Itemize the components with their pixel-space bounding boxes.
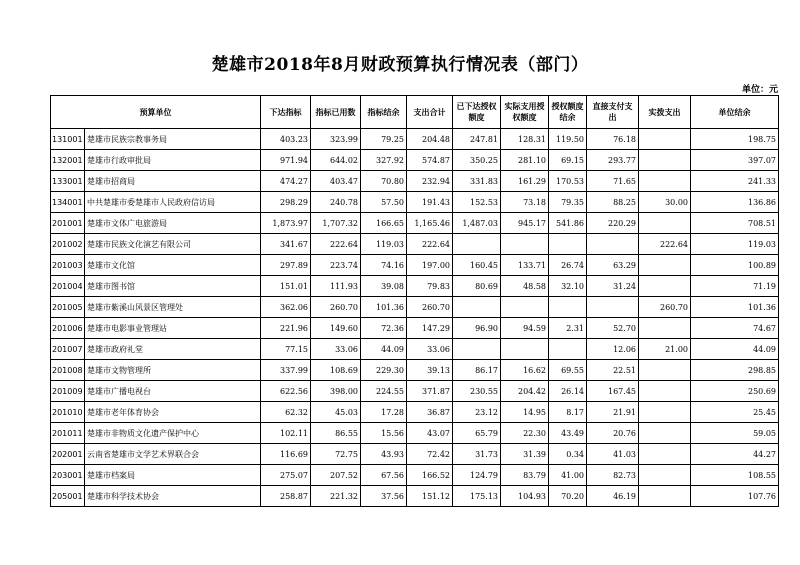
amount-cell: 247.81: [453, 129, 501, 150]
amount-cell: 102.11: [261, 423, 311, 444]
amount-cell: 62.32: [261, 402, 311, 423]
unit-code-cell: 201005: [51, 297, 85, 318]
amount-cell: [639, 318, 691, 339]
table-row: [51, 423, 779, 444]
amount-cell: 70.80: [361, 171, 407, 192]
amount-cell: 197.00: [407, 255, 453, 276]
table-row: [51, 150, 779, 171]
amount-cell: 222.64: [639, 234, 691, 255]
amount-cell: 151.01: [261, 276, 311, 297]
amount-cell: 33.06: [311, 339, 361, 360]
amount-cell: 204.42: [501, 381, 549, 402]
amount-cell: 362.06: [261, 297, 311, 318]
amount-cell: 46.19: [587, 486, 639, 507]
amount-cell: 17.28: [361, 402, 407, 423]
amount-cell: 31.24: [587, 276, 639, 297]
table-row: [51, 234, 779, 255]
amount-cell: 111.93: [311, 276, 361, 297]
amount-cell: 30.00: [639, 192, 691, 213]
amount-cell: 149.60: [311, 318, 361, 339]
amount-cell: 20.76: [587, 423, 639, 444]
unit-name-cell: 楚雄市电影事业管理站: [85, 318, 261, 339]
amount-cell: 71.19: [691, 276, 779, 297]
amount-cell: 74.16: [361, 255, 407, 276]
unit-code-cell: 201002: [51, 234, 85, 255]
amount-cell: [639, 423, 691, 444]
amount-cell: 57.50: [361, 192, 407, 213]
unit-name-cell: 楚雄市图书馆: [85, 276, 261, 297]
table-row: [51, 276, 779, 297]
table-row: [51, 129, 779, 150]
amount-cell: 170.53: [549, 171, 587, 192]
header-actual-quota: 实际支用授权额度: [501, 96, 549, 129]
amount-cell: 116.69: [261, 444, 311, 465]
unit-code-cell: 201010: [51, 402, 85, 423]
table-row: [51, 339, 779, 360]
amount-cell: 22.30: [501, 423, 549, 444]
amount-cell: 229.30: [361, 360, 407, 381]
unit-name-cell: 楚雄市行政审批局: [85, 150, 261, 171]
amount-cell: 0.34: [549, 444, 587, 465]
amount-cell: 241.33: [691, 171, 779, 192]
unit-name-cell: 楚雄市民族文化演艺有限公司: [85, 234, 261, 255]
amount-cell: 1,873.97: [261, 213, 311, 234]
amount-cell: 39.13: [407, 360, 453, 381]
table-row: [51, 171, 779, 192]
amount-cell: 72.42: [407, 444, 453, 465]
amount-cell: 224.55: [361, 381, 407, 402]
amount-cell: 971.94: [261, 150, 311, 171]
table-row: [51, 318, 779, 339]
amount-cell: [639, 444, 691, 465]
amount-cell: 128.31: [501, 129, 549, 150]
amount-cell: 72.36: [361, 318, 407, 339]
table-header: [51, 96, 779, 129]
amount-cell: 403.47: [311, 171, 361, 192]
amount-cell: 31.73: [453, 444, 501, 465]
amount-cell: [453, 297, 501, 318]
amount-cell: 79.35: [549, 192, 587, 213]
header-unit-balance: 单位结余: [691, 96, 779, 129]
amount-cell: [587, 297, 639, 318]
amount-cell: 221.32: [311, 486, 361, 507]
unit-name-cell: 楚雄市政府礼堂: [85, 339, 261, 360]
unit-name-cell: 中共楚雄市委楚雄市人民政府信访局: [85, 192, 261, 213]
amount-cell: 26.14: [549, 381, 587, 402]
amount-cell: 107.76: [691, 486, 779, 507]
table-row: [51, 402, 779, 423]
amount-cell: 160.45: [453, 255, 501, 276]
amount-cell: 26.74: [549, 255, 587, 276]
amount-cell: 166.52: [407, 465, 453, 486]
amount-cell: 204.48: [407, 129, 453, 150]
amount-cell: 44.09: [361, 339, 407, 360]
amount-cell: 331.83: [453, 171, 501, 192]
amount-cell: 124.79: [453, 465, 501, 486]
unit-name-cell: 楚雄市民族宗教事务局: [85, 129, 261, 150]
amount-cell: [501, 297, 549, 318]
unit-code-cell: 205001: [51, 486, 85, 507]
table-row: [51, 192, 779, 213]
amount-cell: 79.25: [361, 129, 407, 150]
header-allocation-expense: 实拨支出: [639, 96, 691, 129]
amount-cell: [639, 276, 691, 297]
amount-cell: 86.55: [311, 423, 361, 444]
amount-cell: 73.18: [501, 192, 549, 213]
amount-cell: [639, 171, 691, 192]
amount-cell: 151.12: [407, 486, 453, 507]
amount-cell: [639, 360, 691, 381]
unit-code-cell: 203001: [51, 465, 85, 486]
amount-cell: 474.27: [261, 171, 311, 192]
amount-cell: 323.99: [311, 129, 361, 150]
amount-cell: 12.06: [587, 339, 639, 360]
amount-cell: 119.50: [549, 129, 587, 150]
amount-cell: [639, 402, 691, 423]
amount-cell: 945.17: [501, 213, 549, 234]
amount-cell: 222.64: [407, 234, 453, 255]
amount-cell: 230.55: [453, 381, 501, 402]
amount-cell: 297.89: [261, 255, 311, 276]
table-body: [51, 129, 779, 507]
amount-cell: 198.75: [691, 129, 779, 150]
amount-cell: 298.85: [691, 360, 779, 381]
amount-cell: 44.27: [691, 444, 779, 465]
amount-cell: 41.00: [549, 465, 587, 486]
amount-cell: 69.55: [549, 360, 587, 381]
amount-cell: 48.58: [501, 276, 549, 297]
amount-cell: 108.55: [691, 465, 779, 486]
amount-cell: [639, 129, 691, 150]
unit-label: 单位：元: [741, 85, 778, 95]
header-budget-unit: 预算单位: [51, 96, 261, 129]
unit-code-cell: 201009: [51, 381, 85, 402]
unit-name-cell: 楚雄市科学技术协会: [85, 486, 261, 507]
table-row: [51, 486, 779, 507]
unit-code-cell: 131001: [51, 129, 85, 150]
amount-cell: 22.51: [587, 360, 639, 381]
table-row: [51, 381, 779, 402]
amount-cell: 39.08: [361, 276, 407, 297]
amount-cell: 74.67: [691, 318, 779, 339]
amount-cell: 77.15: [261, 339, 311, 360]
amount-cell: 33.06: [407, 339, 453, 360]
amount-cell: 45.03: [311, 402, 361, 423]
amount-cell: 222.64: [311, 234, 361, 255]
amount-cell: [501, 339, 549, 360]
amount-cell: 337.99: [261, 360, 311, 381]
unit-name-cell: 楚雄市广播电视台: [85, 381, 261, 402]
amount-cell: [639, 255, 691, 276]
amount-cell: 100.89: [691, 255, 779, 276]
amount-cell: 136.86: [691, 192, 779, 213]
amount-cell: [453, 339, 501, 360]
amount-cell: 88.25: [587, 192, 639, 213]
header-used: 指标已用数: [311, 96, 361, 129]
amount-cell: 72.75: [311, 444, 361, 465]
amount-cell: 258.87: [261, 486, 311, 507]
amount-cell: 1,165.46: [407, 213, 453, 234]
amount-cell: 644.02: [311, 150, 361, 171]
amount-cell: 133.71: [501, 255, 549, 276]
amount-cell: 94.59: [501, 318, 549, 339]
amount-cell: 167.45: [587, 381, 639, 402]
amount-cell: 44.09: [691, 339, 779, 360]
unit-code-cell: 202001: [51, 444, 85, 465]
amount-cell: 14.95: [501, 402, 549, 423]
header-total-expense: 支出合计: [407, 96, 453, 129]
unit-name-cell: 云南省楚雄市文学艺术界联合会: [85, 444, 261, 465]
unit-name-cell: 楚雄市老年体育协会: [85, 402, 261, 423]
amount-cell: 59.05: [691, 423, 779, 444]
amount-cell: 232.94: [407, 171, 453, 192]
amount-cell: 80.69: [453, 276, 501, 297]
amount-cell: 86.17: [453, 360, 501, 381]
amount-cell: 71.65: [587, 171, 639, 192]
amount-cell: 104.93: [501, 486, 549, 507]
amount-cell: 119.03: [361, 234, 407, 255]
amount-cell: 52.70: [587, 318, 639, 339]
report-title: 楚雄市2018年8月财政预算执行情况表（部门）: [211, 55, 589, 75]
amount-cell: 21.91: [587, 402, 639, 423]
amount-cell: 15.56: [361, 423, 407, 444]
unit-code-cell: 201003: [51, 255, 85, 276]
amount-cell: 371.87: [407, 381, 453, 402]
amount-cell: [501, 234, 549, 255]
amount-cell: 63.29: [587, 255, 639, 276]
amount-cell: 250.69: [691, 381, 779, 402]
amount-cell: 96.90: [453, 318, 501, 339]
amount-cell: [639, 465, 691, 486]
amount-cell: 119.03: [691, 234, 779, 255]
header-balance: 指标结余: [361, 96, 407, 129]
amount-cell: 708.51: [691, 213, 779, 234]
amount-cell: 67.56: [361, 465, 407, 486]
amount-cell: [639, 486, 691, 507]
amount-cell: 101.36: [361, 297, 407, 318]
unit-name-cell: 楚雄市紫溪山风景区管理处: [85, 297, 261, 318]
amount-cell: 25.45: [691, 402, 779, 423]
table-row: [51, 255, 779, 276]
amount-cell: 397.07: [691, 150, 779, 171]
unit-name-cell: 楚雄市文物管理所: [85, 360, 261, 381]
amount-cell: 275.07: [261, 465, 311, 486]
amount-cell: 31.39: [501, 444, 549, 465]
amount-cell: 65.79: [453, 423, 501, 444]
amount-cell: 83.79: [501, 465, 549, 486]
amount-cell: 8.17: [549, 402, 587, 423]
unit-code-cell: 201008: [51, 360, 85, 381]
table-row: [51, 465, 779, 486]
amount-cell: 175.13: [453, 486, 501, 507]
amount-cell: 43.93: [361, 444, 407, 465]
amount-cell: 147.29: [407, 318, 453, 339]
amount-cell: 23.12: [453, 402, 501, 423]
unit-code-cell: 201001: [51, 213, 85, 234]
unit-name-cell: 楚雄市招商局: [85, 171, 261, 192]
amount-cell: 260.70: [311, 297, 361, 318]
amount-cell: [639, 150, 691, 171]
unit-code-cell: 132001: [51, 150, 85, 171]
amount-cell: 108.69: [311, 360, 361, 381]
unit-code-cell: 133001: [51, 171, 85, 192]
unit-code-cell: 201007: [51, 339, 85, 360]
amount-cell: 43.49: [549, 423, 587, 444]
amount-cell: [549, 234, 587, 255]
amount-cell: [639, 381, 691, 402]
amount-cell: 622.56: [261, 381, 311, 402]
unit-name-cell: 楚雄市非物质文化遗产保护中心: [85, 423, 261, 444]
amount-cell: 223.74: [311, 255, 361, 276]
amount-cell: 327.92: [361, 150, 407, 171]
amount-cell: [549, 297, 587, 318]
amount-cell: 70.20: [549, 486, 587, 507]
amount-cell: [453, 234, 501, 255]
amount-cell: 191.43: [407, 192, 453, 213]
amount-cell: 398.00: [311, 381, 361, 402]
unit-code-cell: 201011: [51, 423, 85, 444]
amount-cell: 21.00: [639, 339, 691, 360]
unit-name-cell: 楚雄市档案局: [85, 465, 261, 486]
header-quota-balance: 授权额度结余: [549, 96, 587, 129]
amount-cell: [639, 213, 691, 234]
amount-cell: 260.70: [639, 297, 691, 318]
amount-cell: 36.87: [407, 402, 453, 423]
amount-cell: 16.62: [501, 360, 549, 381]
amount-cell: 293.77: [587, 150, 639, 171]
amount-cell: [549, 339, 587, 360]
amount-cell: 240.78: [311, 192, 361, 213]
unit-code-cell: 201004: [51, 276, 85, 297]
amount-cell: 221.96: [261, 318, 311, 339]
amount-cell: 298.29: [261, 192, 311, 213]
amount-cell: 2.31: [549, 318, 587, 339]
header-allocated: 下达指标: [261, 96, 311, 129]
header-direct-payment: 直接支付支出: [587, 96, 639, 129]
amount-cell: 403.23: [261, 129, 311, 150]
amount-cell: 101.36: [691, 297, 779, 318]
amount-cell: 220.29: [587, 213, 639, 234]
amount-cell: 43.07: [407, 423, 453, 444]
unit-code-cell: 134001: [51, 192, 85, 213]
table-row: [51, 444, 779, 465]
amount-cell: 1,707.32: [311, 213, 361, 234]
amount-cell: 82.73: [587, 465, 639, 486]
unit-code-cell: 201006: [51, 318, 85, 339]
header-authorized-quota: 已下达授权额度: [453, 96, 501, 129]
amount-cell: 341.67: [261, 234, 311, 255]
unit-name-cell: 楚雄市文化馆: [85, 255, 261, 276]
table-row: [51, 297, 779, 318]
amount-cell: 281.10: [501, 150, 549, 171]
unit-name-cell: 楚雄市文体广电旅游局: [85, 213, 261, 234]
amount-cell: 37.56: [361, 486, 407, 507]
amount-cell: 161.29: [501, 171, 549, 192]
amount-cell: 32.10: [549, 276, 587, 297]
amount-cell: 350.25: [453, 150, 501, 171]
amount-cell: 79.83: [407, 276, 453, 297]
amount-cell: 69.15: [549, 150, 587, 171]
amount-cell: 41.03: [587, 444, 639, 465]
amount-cell: 1,487.03: [453, 213, 501, 234]
amount-cell: 574.87: [407, 150, 453, 171]
amount-cell: 166.65: [361, 213, 407, 234]
amount-cell: 152.53: [453, 192, 501, 213]
table-row: [51, 213, 779, 234]
amount-cell: 541.86: [549, 213, 587, 234]
amount-cell: 260.70: [407, 297, 453, 318]
budget-table: [50, 95, 779, 507]
amount-cell: 207.52: [311, 465, 361, 486]
table-row: [51, 360, 779, 381]
amount-cell: 76.18: [587, 129, 639, 150]
amount-cell: [587, 234, 639, 255]
